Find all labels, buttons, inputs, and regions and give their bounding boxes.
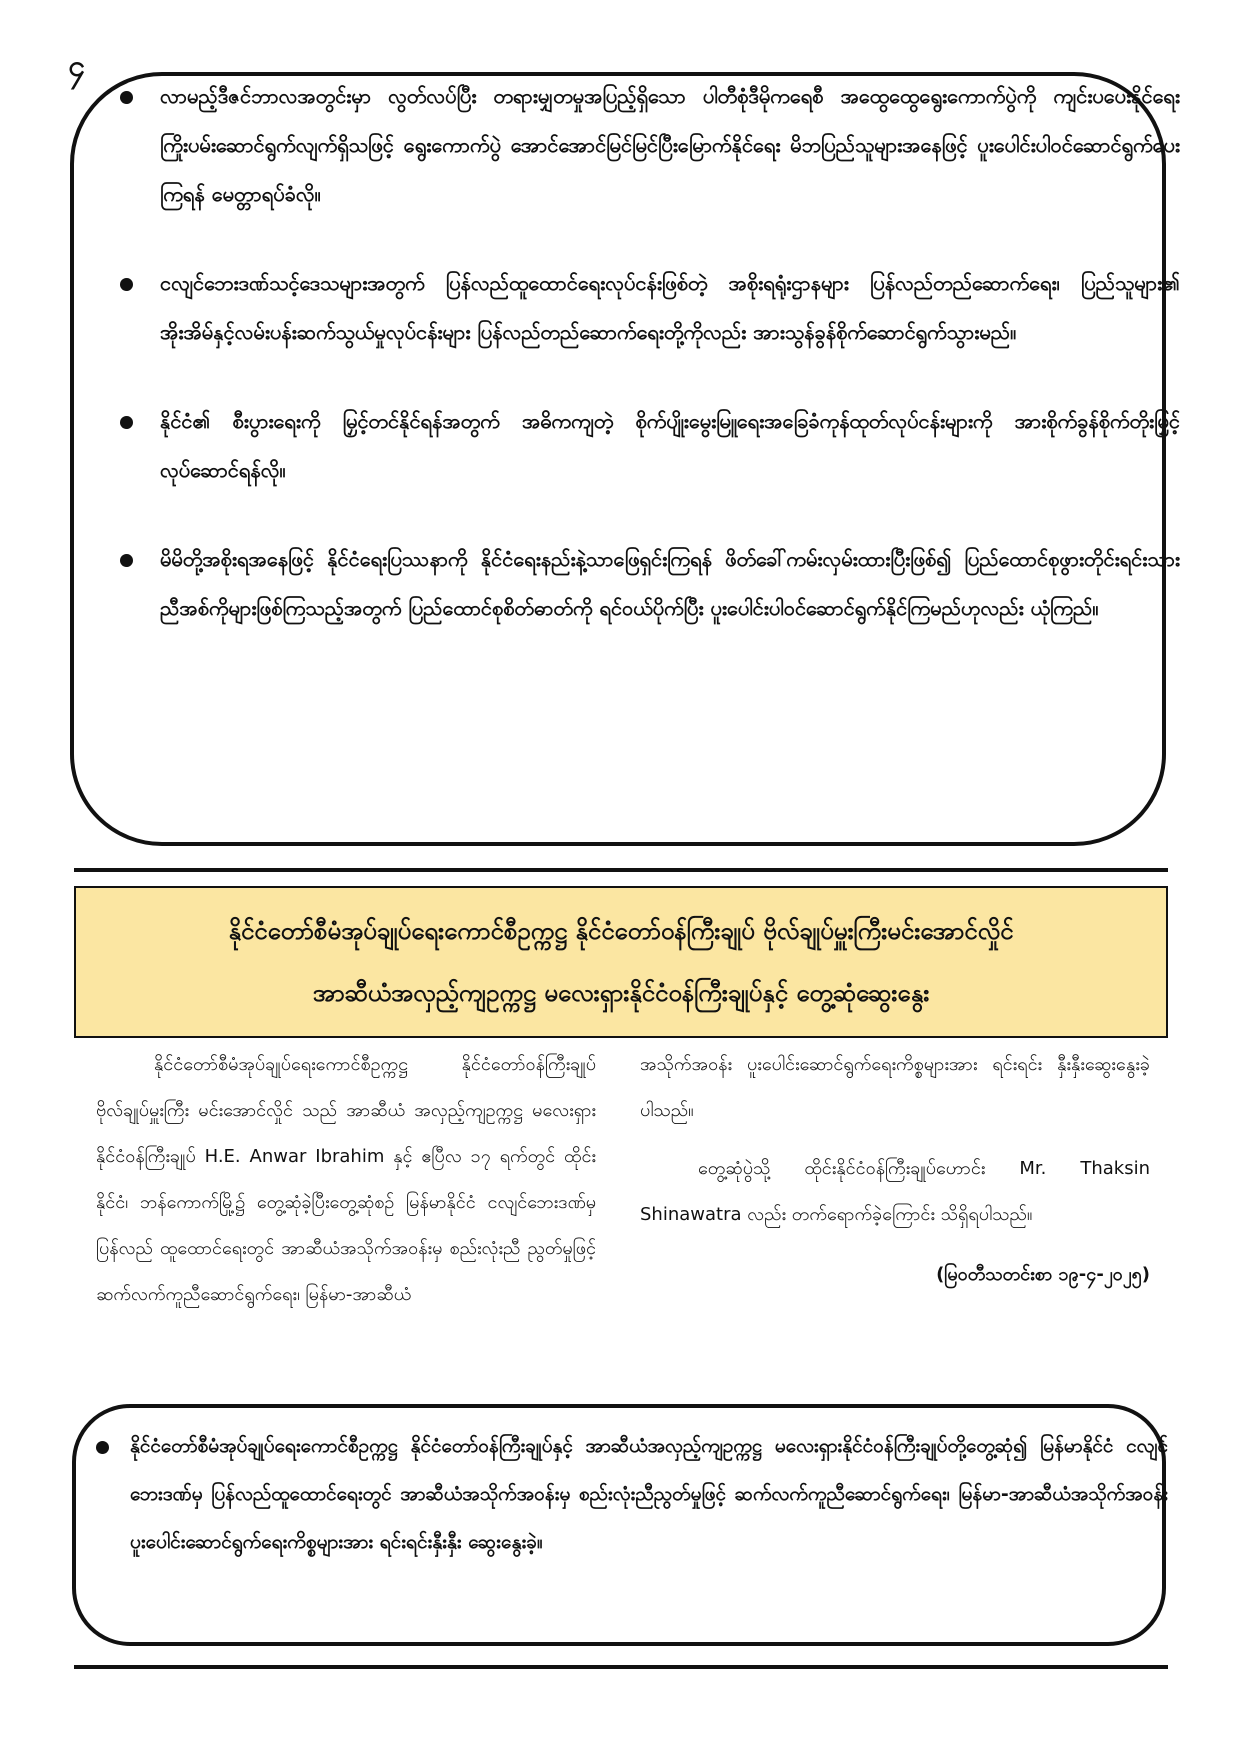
- summary-text: လာမည့်ဒီဇင်ဘာလအတွင်းမှာ လွတ်လပ်ပြီး တရားမျှတမှုအပြည့်ရှိသော ပါတီစုံဒီမိုကရေစီ အထွေထွေရွေးကောက်ပွဲကို ကျင်းပပေးနိုင်ရေး ကြိုးပမ်းဆောင်ရွက်လျက်ရှိသဖြင့် ရွေးကောက်ပွဲ အောင်အောင်မြင်မြင်ပြီးမြောက်နိုင်ရေး မိဘပြည်သူများအနေဖြင့် ပူးပေါင်းပါဝင်ဆောင်ရွက်ပေးကြရန် မေတ္တာရပ်ခံလို။: [160, 84, 1180, 206]
- divider-rule: [74, 1665, 1168, 1669]
- article-headline: [205, 900, 1038, 1024]
- article-paragraph: အသိုက်အဝန်း ပူးပေါင်းဆောင်ရွက်ရေးကိစ္စများအား ရင်းရင်း နှီးနှီးဆွေးနွေးခဲ့ပါသည်။: [640, 1054, 1150, 1121]
- bullet-icon: [120, 554, 133, 567]
- summary-text: နိုင်ငံ၏ စီးပွားရေးကို မြှင့်တင်နိုင်ရန်အတွက် အဓိကကျတဲ့ စိုက်ပျိုးမွေးမြူရေးအခြေခံကုန်ထုတ်လုပ်ငန်းများကို အားစိုက်ခွန်စိုက်တိုးမြှင့်လုပ်ဆောင်ရန်လို။: [160, 409, 1180, 482]
- summary-item: [72, 72, 1180, 219]
- article-source: (မြဝတီသတင်းစာ ၁၉-၄-၂၀၂၅): [936, 1264, 1150, 1285]
- summary-text: ငလျင်ဘေးဒဏ်သင့်ဒေသများအတွက် ပြန်လည်ထူထောင်ရေးလုပ်ငန်းဖြစ်တဲ့ အစိုးရရုံးဌာနများ ပြန်လည်တည်ဆောက်ရေး၊ ပြည်သူများ၏ အိုးအိမ်နှင့်လမ်းပန်းဆက်သွယ်မှုလုပ်ငန်းများ ပြန်လည်တည်ဆောက်ရေးတို့ကိုလည်း အားသွန်ခွန်စိုက်ဆောင်ရွက်သွားမည်။: [160, 271, 1180, 344]
- article-column-left: [96, 1042, 596, 1318]
- headline-line-2: အာဆီယံအလှည့်ကျဥက္ကဋ္ဌ မလေးရှားနိုင်ငံဝန်ကြီးချုပ်နှင့် တွေ့ဆုံဆွေးနွေး: [312, 979, 930, 1007]
- summary-item: [72, 259, 1180, 357]
- summary-item: [72, 397, 1180, 495]
- summary-item: [72, 1422, 1168, 1566]
- summary-text: နိုင်ငံတော်စီမံအုပ်ချုပ်ရေးကောင်စီဥက္ကဋ္ဌ နိုင်ငံတော်ဝန်ကြီးချုပ်နှင့် အာဆီယံအလှည့်ကျဥက္ကဋ္ဌ မလေးရှားနိုင်ငံဝန်ကြီးချုပ်တို့တွေ့ဆုံ၍ မြန်မာနိုင်ငံ ငလျင်ဘေးဒဏ်မှ ပြန်လည်ထူထောင်ရေးတွင် အာဆီယံအသိုက်အဝန်းမှ စည်းလုံးညီညွတ်မှုဖြင့် ဆက်လက်ကူညီဆောင်ရွက်ရေး၊ မြန်မာ-အာဆီယံအသိုက်အဝန်း ပူးပေါင်းဆောင်ရွက်ရေးကိစ္စများအား ရင်းရင်းနှီးနှီး ဆွေးနွေးခဲ့။: [130, 1435, 1168, 1553]
- summary-list-bottom: [72, 1422, 1168, 1566]
- bullet-icon: [120, 416, 133, 429]
- summary-list-top: [72, 72, 1180, 673]
- bullet-icon: [120, 278, 133, 291]
- article-paragraph: နိုင်ငံတော်စီမံအုပ်ချုပ်ရေးကောင်စီဥက္ကဋ္ဌ နိုင်ငံတော်ဝန်ကြီးချုပ် ဗိုလ်ချုပ်မှူးကြီး မင်းအောင်လှိုင် သည် အာဆီယံ အလှည့်ကျဥက္ကဋ္ဌ မလေးရှားနိုင်ငံဝန်ကြီးချုပ် H.E. Anwar Ibrahim နှင့် ဧပြီလ ၁၇ ရက်တွင် ထိုင်းနိုင်ငံ၊ ဘန်ကောက်မြို့၌ တွေ့ဆုံခဲ့ပြီးတွေ့ဆုံစဥ် မြန်မာနိုင်ငံ ငလျင်ဘေးဒဏ်မှ ပြန်လည် ထူထောင်ရေးတွင် အာဆီယံအသိုက်အဝန်းမှ စည်းလုံးညီ ညွတ်မှုဖြင့် ဆက်လက်ကူညီဆောင်ရွက်ရေး၊ မြန်မာ-အာဆီယံ: [96, 1054, 596, 1305]
- summary-item: [72, 535, 1180, 633]
- divider-rule: [74, 868, 1168, 872]
- page-number: ၄: [68, 49, 85, 84]
- bullet-icon: [120, 91, 133, 104]
- article-column-right: [640, 1042, 1150, 1298]
- headline-line-1: နိုင်ငံတော်စီမံအုပ်ချုပ်ရေးကောင်စီဥက္ကဋ္ဌ နိုင်ငံတော်ဝန်ကြီးချုပ် ဗိုလ်ချုပ်မှူးကြီးမင်းအောင်လှိုင်: [228, 917, 1014, 945]
- summary-text: မိမိတို့အစိုးရအနေဖြင့် နိုင်ငံရေးပြဿနာကို နိုင်ငံရေးနည်းနဲ့သာဖြေရှင်းကြရန် ဖိတ်ခေါ်ကမ်းလှမ်းထားပြီးဖြစ်၍ ပြည်ထောင်စုဖွားတိုင်းရင်းသားညီအစ်ကိုများဖြစ်ကြသည့်အတွက် ပြည်ထောင်စုစိတ်ဓာတ်ကို ရင်ဝယ်ပိုက်ပြီး ပူးပေါင်းပါဝင်ဆောင်ရွက်နိုင်ကြမည်ဟုလည်း ယုံကြည်။: [160, 547, 1180, 620]
- bullet-icon: [96, 1441, 109, 1454]
- article-paragraph: တွေ့ဆုံပွဲသို့ ထိုင်းနိုင်ငံဝန်ကြီးချုပ်ဟောင်း Mr. Thaksin Shinawatra လည်း တက်ရောက်ခဲ့ကြောင်း သိရှိရပါသည်။: [640, 1158, 1150, 1225]
- headline-banner: [74, 886, 1168, 1038]
